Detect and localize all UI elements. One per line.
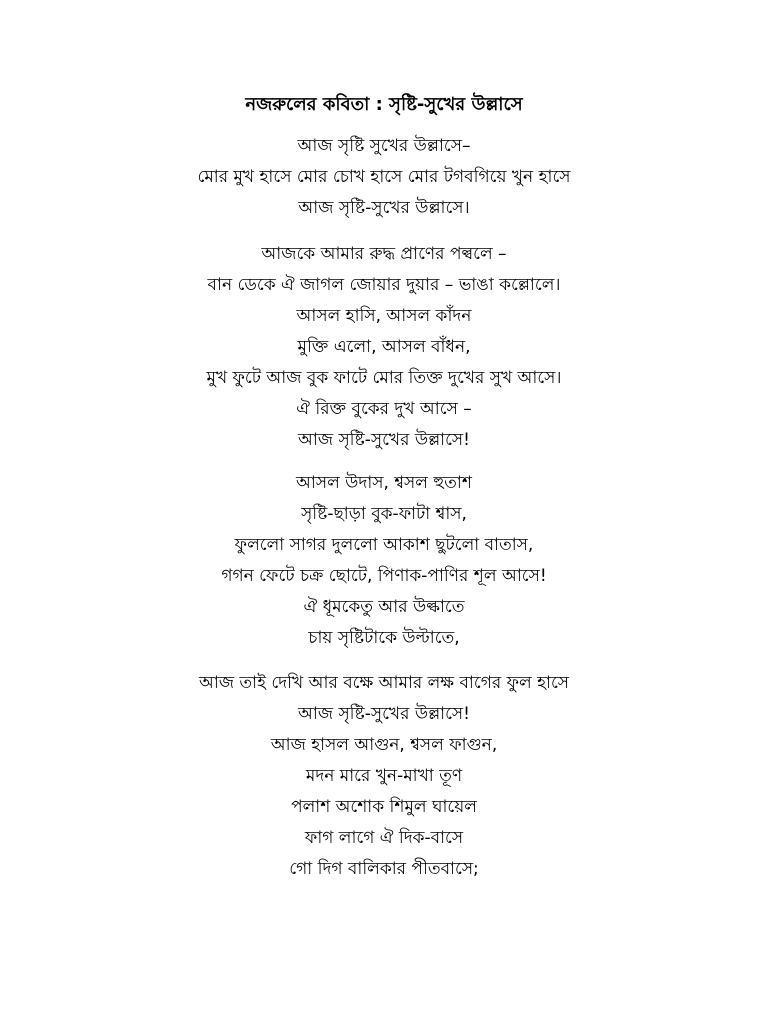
poem-line: মোর মুখ হাসে মোর চোখ হাসে মোর টগবগিয়ে খুন হাসে bbox=[197, 167, 571, 187]
poem-line: ফুললো সাগর দুললো আকাশ ছুটলো বাতাস, bbox=[234, 535, 534, 555]
stanza-4 bbox=[0, 668, 768, 885]
poem-title: নজরুলের কবিতা : সৃষ্টি-সুখের উল্লাসে bbox=[245, 94, 523, 115]
poem-line: আসল উদাস, শ্বসল হুতাশ bbox=[296, 473, 472, 493]
poem-line: মুক্তি এলো, আসল বাঁধন, bbox=[297, 337, 471, 357]
poem-line: গগন ফেটে চক্র ছোটে, পিণাক-পাণির শূল আসে! bbox=[221, 566, 547, 586]
poem-line: আজ সৃষ্টি-সুখের উল্লাসে! bbox=[298, 430, 470, 450]
poem-line: ঐ রিক্ত বুকের দুখ আসে – bbox=[296, 399, 472, 419]
stanza-2 bbox=[0, 239, 768, 456]
poem-line: মুখ ফুটে আজ বুক ফাটে মোর তিক্ত দুখের সুখ আসে। bbox=[206, 368, 562, 388]
poem-line: চায় সৃষ্টিটাকে উল্টাতে, bbox=[308, 628, 460, 648]
poem-line: বান ডেকে ঐ জাগল জোয়ার দুয়ার – ভাঙা কল্লোলে। bbox=[207, 275, 561, 295]
poem-line: আসল হাসি, আসল কাঁদন bbox=[296, 306, 472, 326]
poem-line: গো দিগ বালিকার পীতবাসে; bbox=[289, 859, 479, 879]
poem-line: আজকে আমার রুদ্ধ প্রাণের পল্বলে – bbox=[261, 244, 507, 264]
poem-line: পলাশ অশোক শিমুল ঘায়েল bbox=[291, 797, 477, 817]
poem-line: আজ হাসল আগুন, শ্বসল ফাগুন, bbox=[270, 735, 498, 755]
stanza-3 bbox=[0, 468, 768, 654]
poem-line: ঐ ধূমকেতু আর উল্কাতে bbox=[303, 597, 465, 617]
poem-line: সৃষ্টি-ছাড়া বুক-ফাটা শ্বাস, bbox=[301, 504, 467, 524]
poem-line: আজ সৃষ্টি-সুখের উল্লাসে। bbox=[298, 198, 470, 218]
poem-line: ফাগ লাগে ঐ দিক-বাসে bbox=[304, 828, 464, 848]
poem-line: মদন মারে খুন-মাখা তূণ bbox=[305, 766, 463, 786]
poem-line: আজ সৃষ্টি-সুখের উল্লাসে! bbox=[298, 704, 470, 724]
poem-line: আজ তাই দেখি আর বক্ষে আমার লক্ষ বাগের ফুল হাসে bbox=[198, 673, 570, 693]
poem-line: আজ সৃষ্টি সুখের উল্লাসে– bbox=[297, 136, 471, 156]
stanza-1 bbox=[0, 131, 768, 224]
